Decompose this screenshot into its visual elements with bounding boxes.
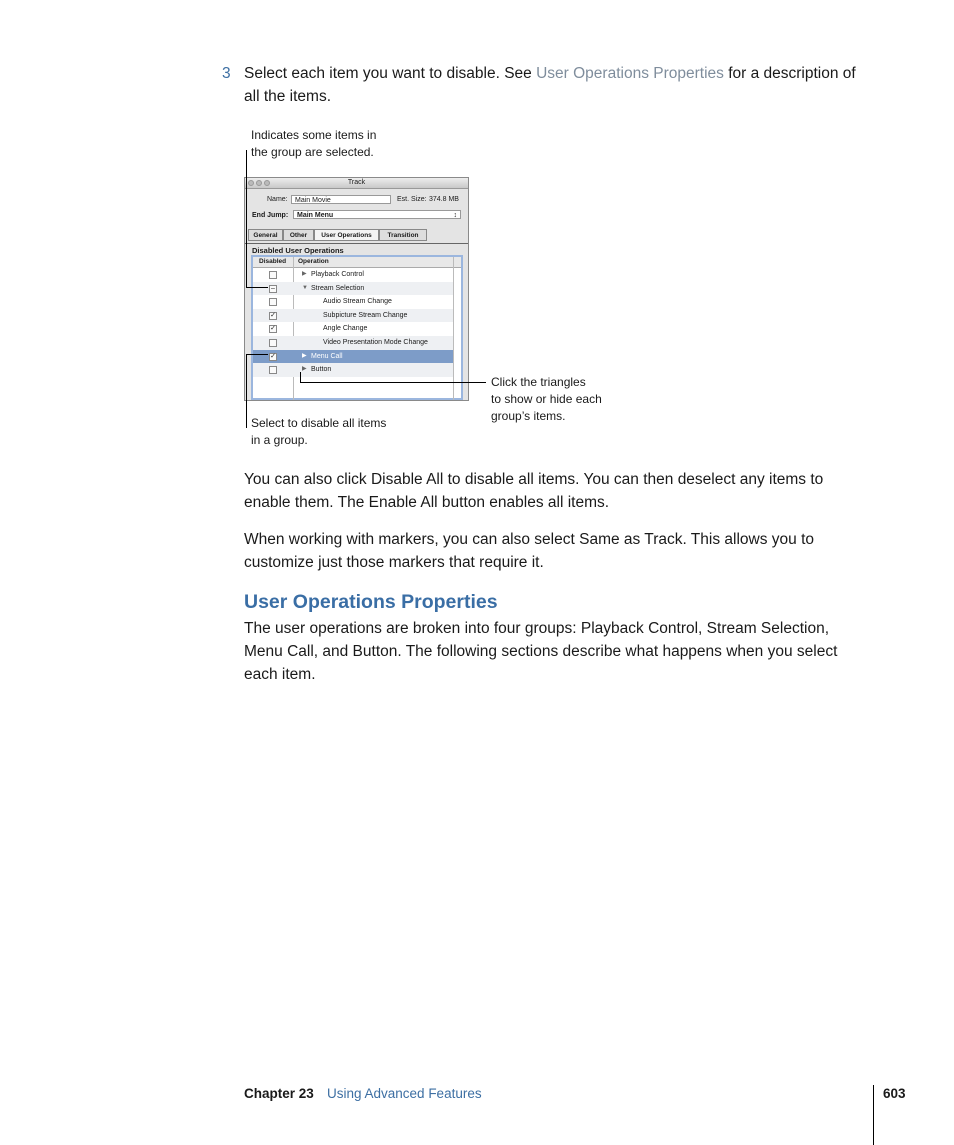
operation-row[interactable] — [253, 309, 453, 323]
disabled-checkbox[interactable] — [269, 271, 277, 279]
disclosure-triangle-right-icon[interactable]: ▶ — [302, 271, 307, 277]
disclosure-triangle-right-icon[interactable]: ▶ — [302, 352, 307, 359]
operation-label: Playback Control — [311, 271, 364, 278]
footer-chapter: Chapter 23 — [244, 1086, 314, 1101]
disabled-checkbox[interactable]: ✓ — [270, 352, 276, 360]
name-label: Name: — [267, 196, 288, 203]
paragraph-2: When working with markers, you can also select Same as Track. This allows you to customize just those markers that require it. — [244, 531, 814, 571]
disclosure-triangle-down-icon[interactable]: ▼ — [302, 284, 308, 291]
operation-row[interactable] — [253, 363, 453, 377]
section-title: Disabled User Operations — [252, 246, 344, 255]
window-titlebar — [245, 178, 468, 189]
section-heading: User Operations Properties — [244, 591, 498, 613]
disabled-checkbox[interactable] — [269, 366, 277, 374]
disabled-checkbox[interactable]: – — [269, 285, 277, 293]
operation-row[interactable] — [253, 350, 453, 364]
paragraph-3: The user operations are broken into four groups: Playback Control, Stream Selection, Menu Call, and Button. The following sections describe what happens when you select each item. — [244, 620, 838, 683]
operation-label: Angle Change — [323, 325, 368, 333]
name-field[interactable]: Main Movie — [291, 195, 391, 204]
track-window — [244, 177, 469, 401]
end-jump-label: End Jump: — [252, 212, 289, 219]
footer-chapter-title[interactable]: Using Advanced Features — [327, 1086, 482, 1101]
tab-general[interactable]: General — [248, 229, 283, 241]
window-title: Track — [347, 179, 366, 186]
disabled-checkbox[interactable]: ✓ — [270, 311, 276, 319]
operation-label: Video Presentation Mode Change — [323, 339, 428, 346]
column-header-disabled[interactable]: Disabled — [259, 258, 287, 265]
tab-other[interactable]: Other — [283, 229, 314, 241]
operation-row[interactable] — [253, 336, 453, 350]
operation-label: Audio Stream Change — [323, 298, 392, 306]
operation-label: Button — [311, 366, 332, 374]
callout-top: Indicates some items in the group are selected. — [251, 128, 377, 159]
paragraph-1: You can also click Disable All to disable all items. You can then deselect any items to enable them. The Enable All button enables all items. — [244, 471, 824, 511]
callout-bottom-left: Select to disable all items in a group. — [251, 416, 387, 447]
step-text-after: for a description of — [723, 65, 856, 82]
callout-right: Click the triangles to show or hide each group’s items. — [491, 375, 602, 423]
operations-list — [251, 255, 463, 400]
operation-label: Menu Call — [311, 352, 343, 360]
tab-transition[interactable]: Transition — [379, 229, 427, 241]
tab-user-operations[interactable]: User Operations — [314, 229, 379, 241]
disabled-checkbox[interactable] — [269, 339, 277, 347]
end-jump-select[interactable]: Main Menu ↕ — [293, 210, 461, 219]
disclosure-triangle-right-icon[interactable]: ▶ — [302, 366, 307, 373]
operation-row[interactable] — [253, 322, 453, 336]
operation-label: Stream Selection — [311, 284, 365, 292]
operation-row[interactable] — [253, 268, 453, 282]
window-controls[interactable] — [248, 180, 270, 186]
size-label: Est. Size: — [397, 196, 427, 203]
user-operations-link[interactable]: User Operations Properties — [536, 65, 724, 82]
step-text — [244, 62, 856, 85]
operation-row[interactable] — [253, 282, 453, 296]
step-text-before: Select each item you want to disable. See — [244, 65, 537, 82]
disabled-checkbox[interactable]: ✓ — [270, 325, 276, 333]
step-text-line2: all the items. — [244, 88, 332, 105]
operation-row[interactable] — [253, 295, 453, 309]
operation-label: Subpicture Stream Change — [323, 311, 408, 319]
size-value: 374.8 MB — [429, 196, 459, 203]
page-number: 603 — [883, 1086, 906, 1101]
step-number: 3 — [222, 65, 231, 82]
footer-divider — [873, 1085, 874, 1145]
chevron-updown-icon: ↕ — [453, 212, 457, 219]
disabled-checkbox[interactable] — [269, 298, 277, 306]
column-header-operation[interactable]: Operation — [298, 258, 329, 265]
